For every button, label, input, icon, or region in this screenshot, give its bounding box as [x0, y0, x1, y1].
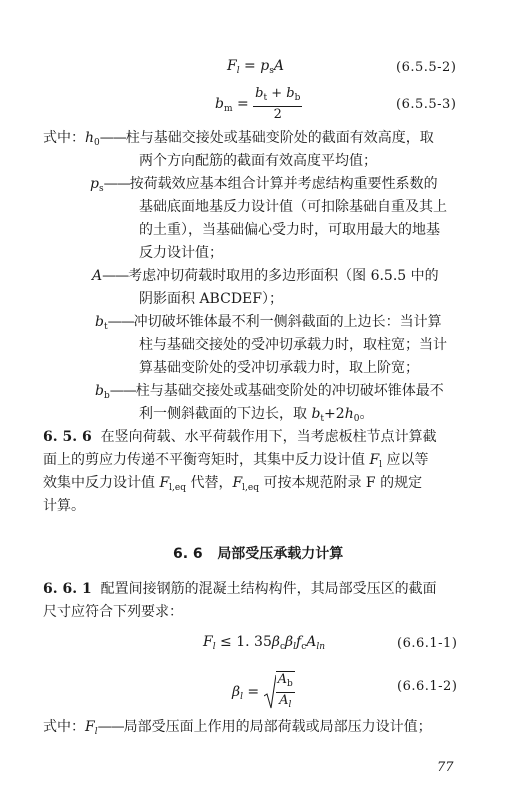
definition-Fl: 式中：$F_l——$局部受压面上作用的局部荷载或局部压力设计值；	[43, 719, 432, 737]
clause-6-6-1-line-1: 6. 6. 1 配置间接钢筋的混凝土结构构件，其局部受压区的截面	[43, 581, 437, 597]
definition-ps-line-1: $p_s——$按荷载效应基本组合计算并考虑结构重要性系数的	[90, 176, 438, 194]
section-heading: 6. 6 局部受压承载力计算	[173, 546, 344, 562]
definition-A-line-1: A——考虑冲切荷载时取用的多边形面积（图 6.5.5 中的	[92, 268, 439, 284]
definition-A-line-2: 阴影面积 ABCDEF）；	[139, 291, 283, 307]
definition-bt-line-2: 柱与基础交接处的受冲切承载力时，取柱宽；当计	[139, 337, 447, 353]
equation-number-6-6-1-1: (6.6.1-1)	[397, 636, 458, 651]
definition-bt-line-1: $b_t——$冲切破坏锥体最不利一侧斜截面的上边长：当计算	[95, 314, 442, 332]
equation-number-6-5-5-2: (6.5.5-2)	[396, 60, 457, 75]
equation-6-5-5-3: $b_m$ = $\frac{b_t + b_b}{2}$	[215, 86, 301, 122]
definition-h0-line-1: 式中：$h_0——$柱与基础交接处或基础变阶处的截面有效高度，取	[43, 130, 434, 148]
definition-bb-line-2: 利一侧斜截面的下边长，取 $b_t+2h_0$。	[139, 406, 374, 424]
clause-6-5-6-line-2: 面上的剪应力传递不平衡弯矩时，其集中反力设计值 $F_l$ 应以等	[43, 452, 429, 470]
fraction: $\frac{A_b}{A_l}$	[276, 671, 295, 713]
definition-ps-line-3: 的土重），当基础偏心受力时，可取用最大的地基	[139, 222, 440, 238]
clause-number: 6. 6. 1	[43, 581, 92, 597]
equation-number-6-5-5-3: (6.5.5-3)	[396, 97, 457, 112]
equation-6-6-1-2: $\beta_l$ = $\frac{A_b}{A_l}$	[232, 671, 295, 713]
page-number: 77	[437, 760, 454, 775]
definition-bt-line-3: 算基础变阶处的受冲切承载力时，取上阶宽；	[139, 360, 419, 376]
clause-6-5-6-line-1: 6. 5. 6 在竖向荷载、水平荷载作用下，当考虑板柱节点计算截	[43, 429, 437, 445]
fraction: $\frac{b_t + b_b}{2}$	[255, 86, 301, 122]
clause-6-5-6-line-4: 计算。	[43, 498, 85, 514]
definition-h0-line-2: 两个方向配筋的截面有效高度平均值；	[139, 153, 377, 169]
definition-ps-line-2: 基础底面地基反力设计值（可扣除基础自重及其上	[139, 199, 447, 215]
clause-6-6-1-line-2: 尺寸应符合下列要求：	[43, 604, 183, 620]
equation-number-6-6-1-2: (6.6.1-2)	[397, 679, 458, 694]
equation-6-6-1-1: $F_l \le 1$. $35\beta_c\beta_lf_cA_{ln}$	[203, 634, 326, 652]
clause-number: 6. 5. 6	[43, 429, 92, 445]
definition-bb-line-1: $b_b——$柱与基础交接处或基础变阶处的冲切破坏锥体最不	[95, 383, 444, 401]
equation-6-5-5-2: $F_l = p_sA$	[227, 58, 284, 76]
square-root-icon	[264, 674, 276, 710]
definition-ps-line-4: 反力设计值；	[139, 245, 223, 261]
clause-6-5-6-line-3: 效集中反力设计值 $F_{l,eq}$ 代替，$F_{l,eq}$ 可按本规范附录 F 的规定	[43, 475, 423, 493]
